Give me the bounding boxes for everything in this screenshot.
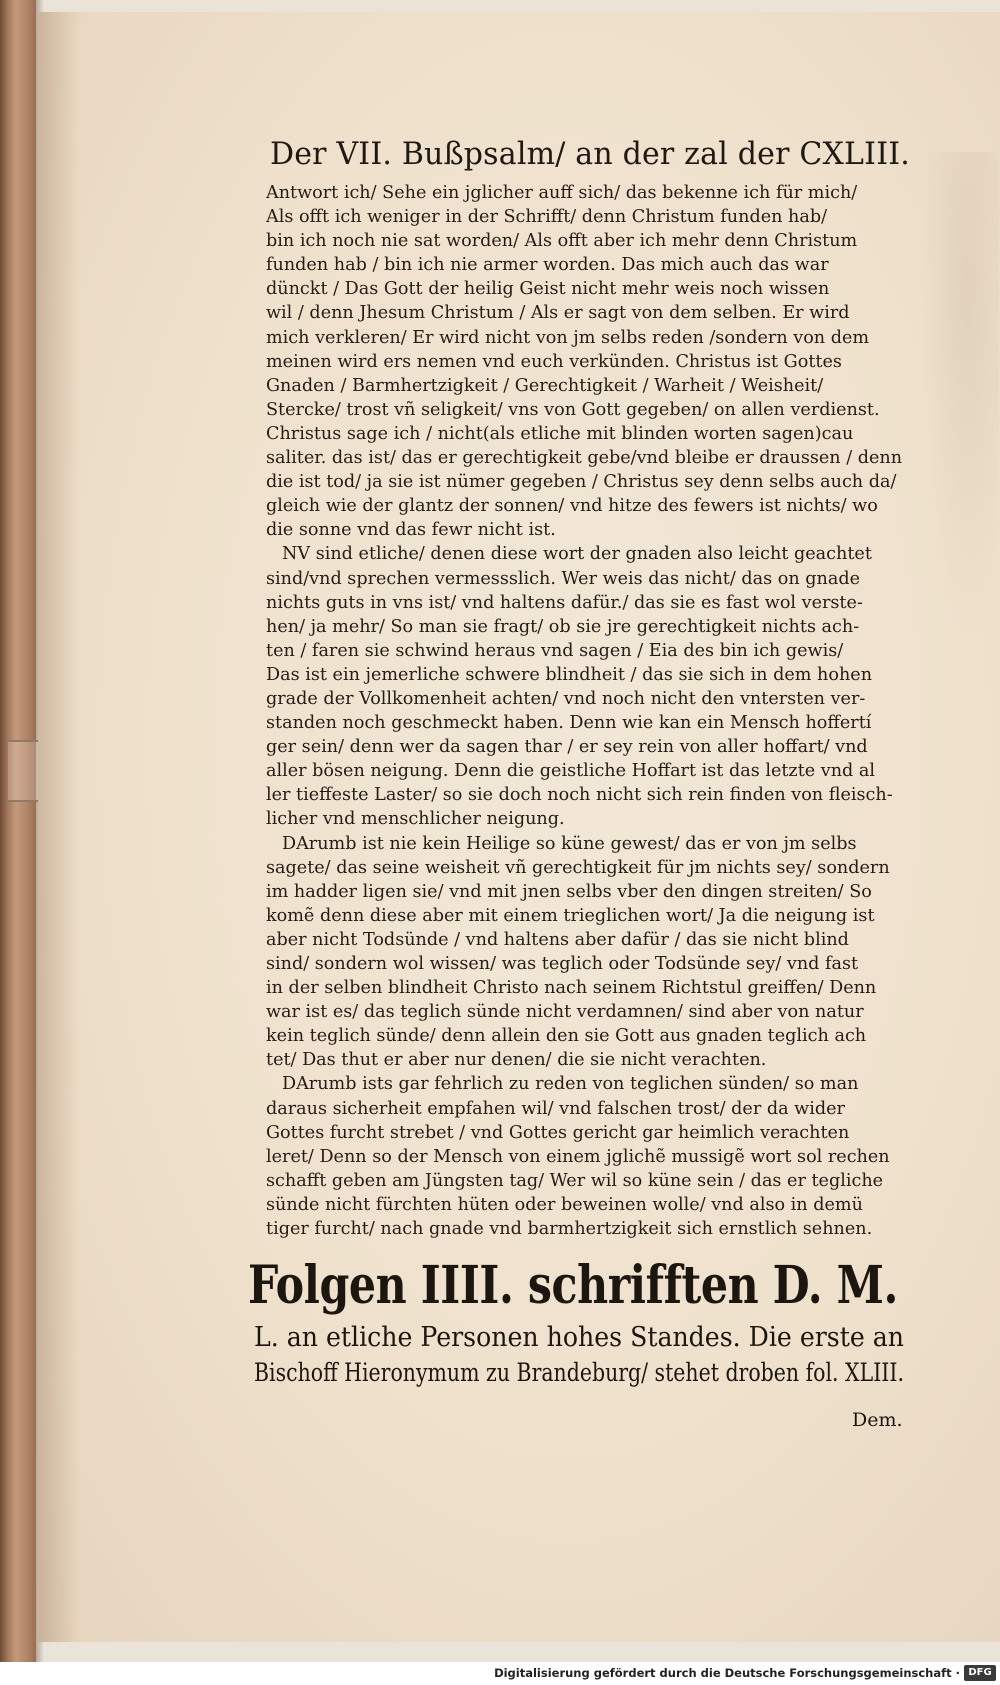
text-line: NV sind etliche/ denen diese wort der gnaden also leicht geachtet [282, 544, 872, 565]
text-line: saliter. das ist/ das er gerechtigkeit gebe/vnd bleibe er draussen / denn [266, 448, 903, 469]
text-line: sind/vnd sprechen vermessslich. Wer weis das nicht/ das on gnade [266, 568, 861, 589]
catchword: Dem. [852, 1409, 903, 1431]
text-line: standen noch geschmeckt haben. Denn wie kan ein Mensch hoffertí [266, 713, 872, 734]
text-line: funden hab / bin ich nie armer worden. Das mich auch das war [266, 255, 829, 276]
text-line: war ist es/ das teglich sünde nicht verdamnen/ sind aber von natur [266, 1002, 864, 1023]
text-line: licher vnd menschlicher neigung. [266, 809, 565, 830]
text-line: aller bösen neigung. Denn die geistliche Hoffart ist das letzte vnd al [266, 761, 876, 782]
text-line: Gnaden / Barmhertzigkeit / Gerechtigkeit / Warheit / Weisheit/ [266, 375, 824, 396]
text-line: ger sein/ denn wer da sagen thar / er sey rein von aller hoffart/ vnd [266, 737, 868, 758]
heading-subtitle-line-2: Bischoff Hieronymum zu Brandeburg/ stehet droben fol. XLIII. [254, 1358, 904, 1387]
text-line: daraus sicherheit empfahen wil/ vnd falschen trost/ der da wider [266, 1098, 845, 1119]
body-text [266, 181, 926, 1241]
text-line: sünde nicht fürchten hüten oder beweinen wolle/ vnd also in demü [266, 1194, 863, 1215]
text-line: grade der Vollkomenheit achten/ vnd noch nicht den vntersten ver- [266, 688, 866, 709]
text-line: DArumb ists gar fehrlich zu reden von teglichen sünden/ so man [282, 1074, 859, 1095]
text-line: Stercke/ trost vñ seligkeit/ vns von Gott gegeben/ on allen verdienst. [266, 399, 880, 420]
text-line: ten / faren sie schwind heraus vnd sagen / Eia des bin ich gewis/ [266, 640, 844, 661]
text-line: nichts guts in vns ist/ vnd haltens dafür./ das sie es fast wol verste- [266, 592, 863, 613]
text-line: wil / denn Jhesum Christum / Als er sagt von dem selben. Er wird [266, 303, 850, 324]
text-line: gleich wie der glantz der sonnen/ vnd hitze des fewers ist nichts/ wo [266, 496, 878, 517]
text-line: ler tieffeste Laster/ so sie doch noch nicht sich rein finden von fleisch- [266, 785, 893, 806]
text-line: DArumb ist nie kein Heilige so küne gewest/ das er von jm selbs [282, 833, 857, 854]
digitization-footer [0, 1662, 1000, 1685]
text-line: Gottes furcht strebet / vnd Gottes gericht gar heimlich verachten [266, 1122, 850, 1143]
dfg-logo: DFG [964, 1665, 996, 1681]
text-line: Als offt ich weniger in der Schrifft/ denn Christum funden hab/ [266, 207, 828, 228]
text-line: Antwort ich/ Sehe ein jglicher auff sich/ das bekenne ich für mich/ [266, 183, 858, 203]
text-line: mich verkleren/ Er wird nicht von jm selbs reden /sondern von dem [266, 327, 870, 348]
section-heading [248, 1254, 908, 1390]
heading-subtitle-line-1: L. an etliche Personen hohes Standes. Die erste an [254, 1322, 904, 1353]
footer-credit: Digitalisierung gefördert durch die Deutsche Forschungsgemeinschaft · [494, 1666, 960, 1680]
text-line: kein teglich sünde/ denn allein den sie Gott aus gnaden teglich ach [266, 1026, 867, 1047]
text-line: sagete/ das seine weisheit vñ gerechtigkeit für jm nichts sey/ sondern [266, 857, 890, 878]
running-head: Der VII. Bußpsalm/ an der zal der CXLIII. [270, 136, 910, 172]
text-line: dünckt / Das Gott der heilig Geist nicht mehr weis noch wissen [266, 279, 830, 300]
text-line: die sonne vnd das fewr nicht ist. [266, 520, 556, 541]
text-line: tiger furcht/ nach gnade vnd barmhertzigkeit sich ernstlich sehnen. [266, 1219, 873, 1240]
ink-bleed-shadow [919, 152, 999, 652]
text-line: aber nicht Todsünde / vnd haltens aber dafür / das sie nicht blind [266, 929, 849, 950]
text-line: leret/ Denn so der Mensch von einem jglichẽ mussigẽ wort sol rechen [266, 1146, 890, 1167]
text-line: bin ich noch nie sat worden/ Als offt aber ich mehr denn Christum [266, 231, 858, 252]
text-line: komẽ denn diese aber mit einem trieglichen wort/ Ja die neigung ist [266, 905, 875, 926]
book-page-edges [0, 0, 36, 1662]
text-line: in der selben blindheit Christo nach seinem Richtstul greiffen/ Denn [266, 978, 877, 999]
text-line: meinen wird ers nemen vnd euch verkünden. Christus ist Gottes [266, 351, 842, 372]
text-line: hen/ ja mehr/ So man sie fragt/ ob sie jre gerechtigkeit nichts ach- [266, 616, 860, 637]
text-line: tet/ Das thut er aber nur denen/ die sie nicht verachten. [266, 1050, 767, 1071]
text-line: schafft geben am Jüngsten tag/ Wer wil so küne sein / das er tegliche [266, 1170, 884, 1191]
text-line: Christus sage ich / nicht(als etliche mit blinden worten sagen)cau [266, 423, 854, 444]
text-line: im hadder ligen sie/ vnd mit jnen selbs vber den dingen streiten/ So [266, 881, 872, 902]
heading-title: Folgen IIII. schrifften D. M. [248, 1255, 898, 1316]
text-line: sind/ sondern wol wissen/ was teglich oder Todsünde sey/ vnd fast [266, 954, 859, 974]
text-line: Das ist ein jemerliche schwere blindheit / das sie sich in dem hohen [266, 664, 873, 685]
text-line: die ist tod/ ja sie ist nümer gegeben / Christus sey denn selbs auch da/ [266, 472, 897, 493]
